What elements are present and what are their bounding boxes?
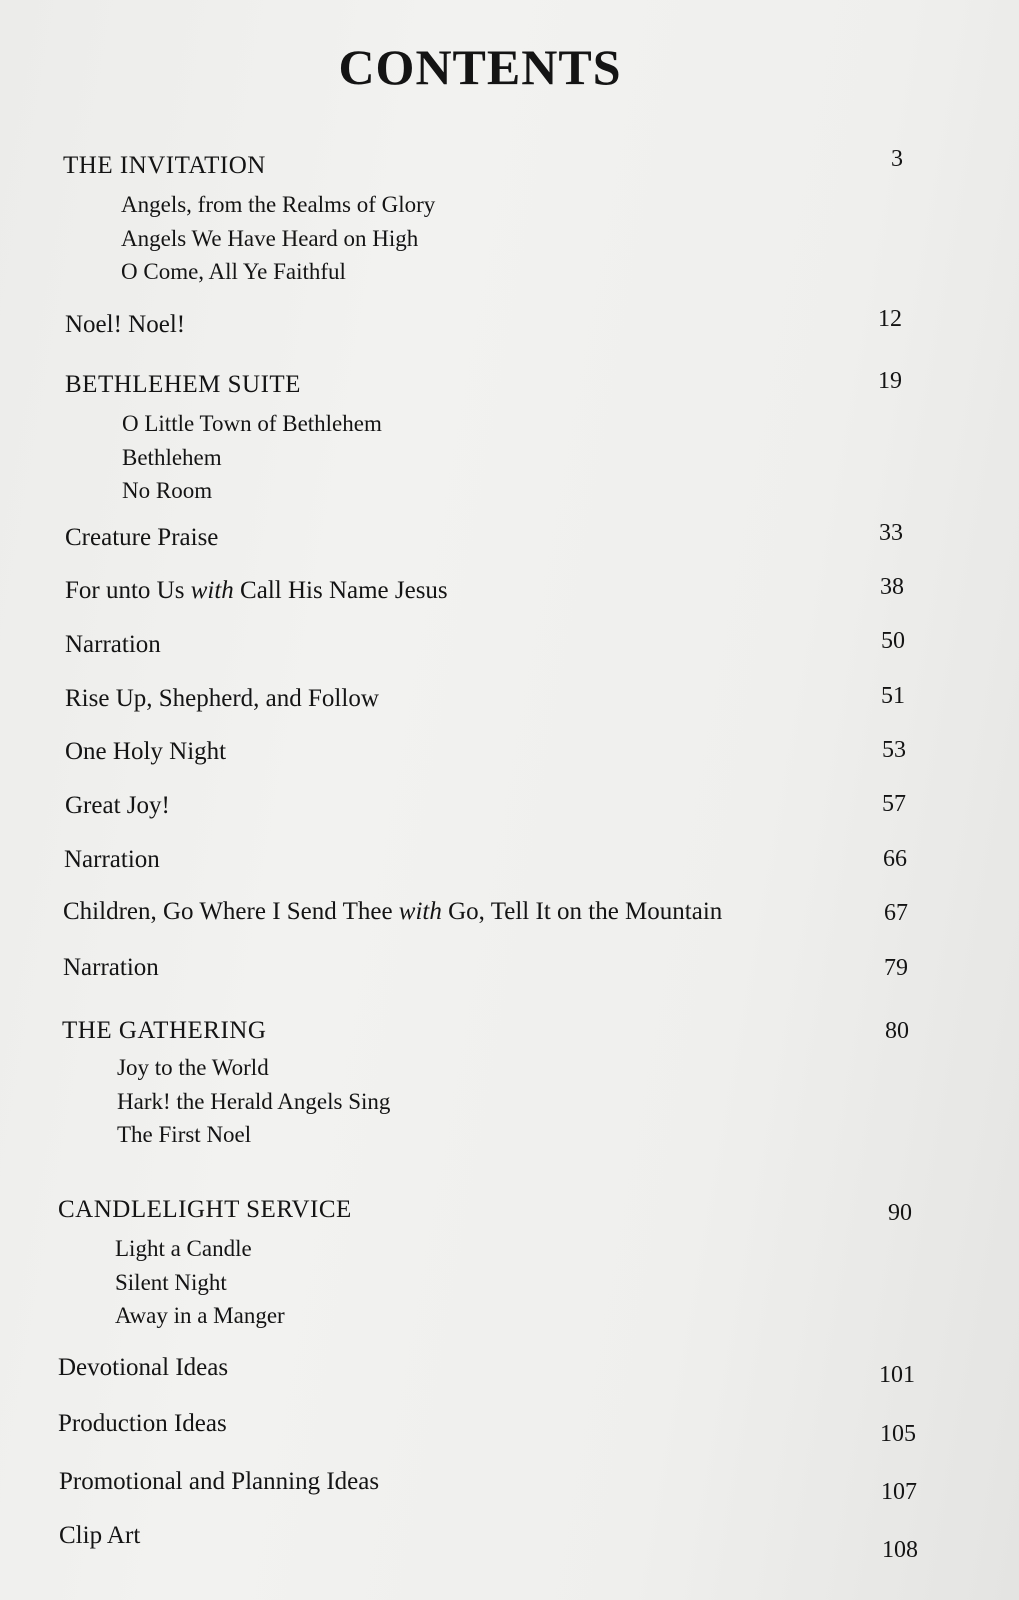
entry-title: THE INVITATION [63,152,266,179]
page-title: CONTENTS [338,39,622,95]
entry-title: Rise Up, Shepherd, and Follow [65,685,379,712]
entry-title [63,898,722,926]
page-number: 51 [881,683,905,709]
sub-items [122,407,382,508]
page-number: 101 [879,1362,915,1388]
sub-item: Silent Night [115,1269,227,1295]
page-number: 38 [880,574,904,600]
page-number: 80 [885,1018,909,1044]
page-number: 108 [882,1537,918,1563]
page-number: 107 [881,1479,917,1505]
entry-title: One Holy Night [65,738,227,765]
entry-title: Production Ideas [58,1410,227,1437]
page-number: 67 [884,900,908,926]
title-part: For unto Us [65,577,185,604]
title-part: Go, Tell It on the Mountain [448,898,723,925]
entry-title: Creature Praise [65,524,219,551]
title-part: Children, Go Where I Send Thee [63,898,393,925]
entry-title: Clip Art [59,1522,141,1549]
sub-item: The First Noel [117,1122,252,1147]
sub-item: Bethlehem [122,444,222,470]
entry-title: Devotional Ideas [58,1354,229,1381]
sub-items [115,1232,285,1333]
entry-title: Noel! Noel! [65,311,186,338]
page-number: 50 [881,628,905,654]
page-number: 105 [880,1421,916,1447]
page-number: 57 [882,791,906,817]
sub-item: Angels We Have Heard on High [121,225,419,251]
sub-items [121,188,435,289]
page-number: 66 [883,846,907,872]
entry-title: CANDLELIGHT SERVICE [58,1196,352,1223]
page-number: 19 [878,368,902,394]
sub-item: Light a Candle [115,1236,252,1261]
page-number: 33 [879,520,903,546]
entry-title [65,577,448,605]
entry-title: Narration [65,631,161,658]
entry-title: Great Joy! [65,792,170,819]
entry-title: Promotional and Planning Ideas [59,1468,380,1495]
page-number: 90 [888,1200,912,1226]
sub-item: Hark! the Herald Angels Sing [117,1088,391,1114]
sub-items [117,1051,390,1152]
page-number: 12 [878,306,902,332]
page-number: 79 [884,955,908,981]
entry-title: Narration [63,954,159,981]
page-number: 3 [891,146,903,172]
sub-item: Joy to the World [117,1055,269,1080]
title-conjunction: with [398,898,442,925]
sub-item: O Come, All Ye Faithful [121,259,346,284]
sub-item: No Room [122,478,213,503]
title-conjunction: with [190,577,234,604]
page-number: 53 [882,737,906,763]
sub-item: O Little Town of Bethlehem [122,411,382,436]
entry-title: THE GATHERING [62,1017,267,1044]
title-part: Call His Name Jesus [240,577,448,604]
entry-title: BETHLEHEM SUITE [65,371,301,398]
sub-item: Away in a Manger [115,1303,285,1328]
entry-title: Narration [64,846,160,873]
sub-item: Angels, from the Realms of Glory [121,192,436,217]
